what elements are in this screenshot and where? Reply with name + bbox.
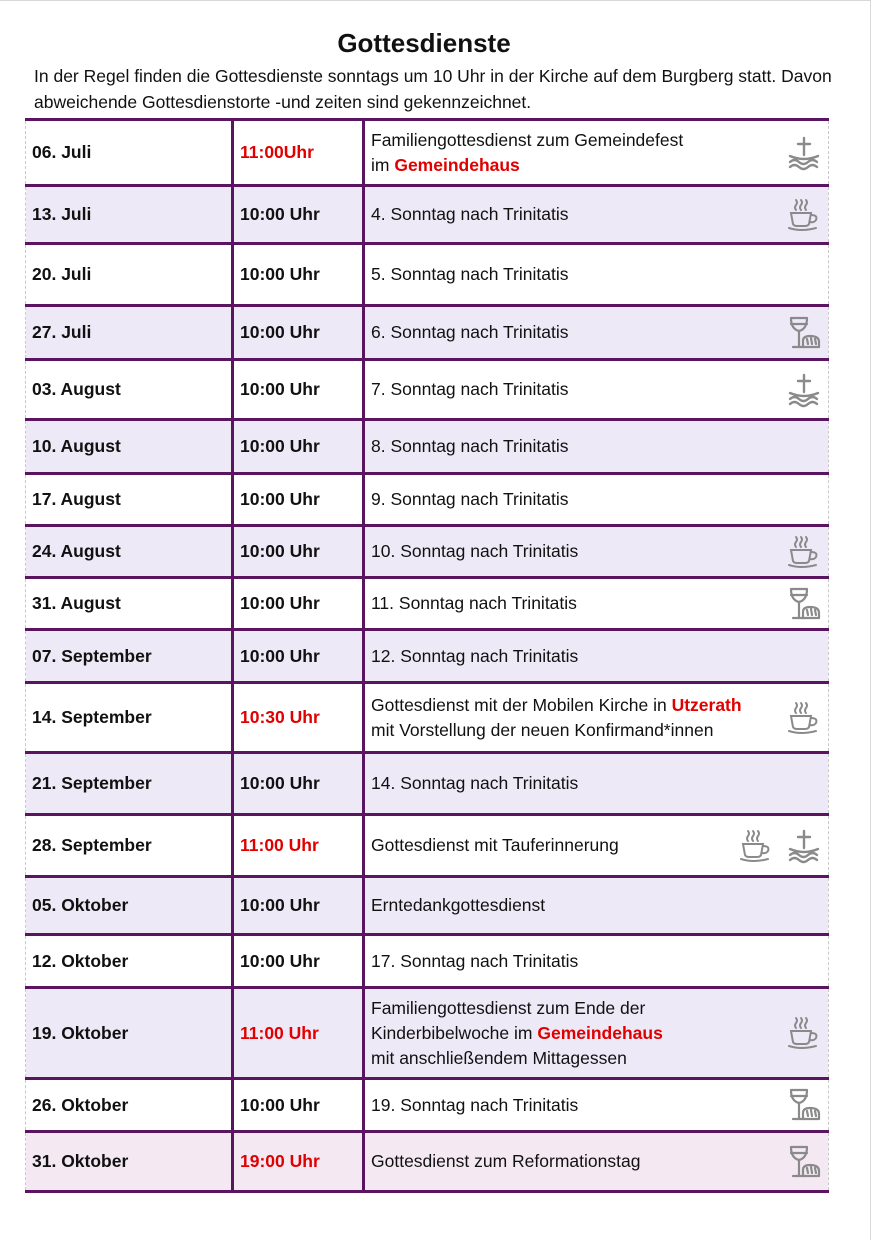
service-description: [364, 526, 829, 578]
coffee-icon: [786, 1015, 822, 1051]
service-row: [26, 1132, 829, 1192]
service-icons: [786, 700, 822, 736]
communion-icon: [786, 1144, 822, 1180]
service-row: [26, 526, 829, 578]
service-time: 10:00 Uhr: [233, 1079, 364, 1132]
service-row: [26, 630, 829, 683]
coffee-icon: [786, 700, 822, 736]
service-description: [364, 935, 829, 988]
service-icons: [786, 1015, 822, 1051]
service-row: [26, 1079, 829, 1132]
baptism-icon: [786, 828, 822, 864]
service-icons: [786, 534, 822, 570]
service-description: [364, 877, 829, 935]
service-date: 19. Oktober: [26, 988, 233, 1079]
service-time: 10:00 Uhr: [233, 753, 364, 815]
communion-icon: [786, 1087, 822, 1123]
service-date: 28. September: [26, 815, 233, 877]
service-icons: [786, 197, 822, 233]
coffee-icon: [738, 828, 774, 864]
service-icons: [786, 586, 822, 622]
service-time: 10:00 Uhr: [233, 877, 364, 935]
service-description: [364, 1132, 829, 1192]
service-icons: [786, 315, 822, 351]
service-row: [26, 244, 829, 306]
page-edge: [0, 0, 870, 1]
coffee-icon: [786, 197, 822, 233]
service-description: [364, 578, 829, 630]
description-text: 4. Sonntag nach Trinitatis: [371, 204, 569, 224]
service-row: [26, 474, 829, 526]
service-date: 06. Juli: [26, 120, 233, 186]
coffee-icon: [786, 534, 822, 570]
service-time: 10:00 Uhr: [233, 474, 364, 526]
page-edge: [870, 0, 871, 1240]
description-text: Gottesdienst zum Reformationstag: [371, 1151, 641, 1171]
service-date: 20. Juli: [26, 244, 233, 306]
service-row: [26, 988, 829, 1079]
service-date: 31. August: [26, 578, 233, 630]
schedule-body: [26, 120, 829, 1192]
communion-icon: [786, 315, 822, 351]
service-icons: [786, 135, 822, 171]
intro-text: In der Regel finden die Gottesdienste sonntags um 10 Uhr in der Kirche auf dem Burgberg statt. Davon abweichende Gottesdienstorte -und zeiten sind gekennzeichnet.: [34, 66, 832, 112]
description-text: Gottesdienst mit Tauferinnerung: [371, 835, 619, 855]
service-description: [364, 630, 829, 683]
service-row: [26, 683, 829, 753]
service-description: [364, 186, 829, 244]
description-text: Familiengottesdienst zum Ende der: [371, 997, 646, 1018]
service-row: [26, 578, 829, 630]
service-time: 10:00 Uhr: [233, 630, 364, 683]
service-icons: [786, 1087, 822, 1123]
description-text: 19. Sonntag nach Trinitatis: [371, 1094, 579, 1115]
service-time: 11:00Uhr: [233, 120, 364, 186]
service-time: 19:00 Uhr: [233, 1132, 364, 1192]
service-date: 12. Oktober: [26, 935, 233, 988]
service-icons: [738, 828, 822, 864]
service-row: [26, 186, 829, 244]
description-text: 14. Sonntag nach Trinitatis: [371, 773, 579, 793]
description-text: Kinderbibelwoche im: [371, 1022, 538, 1043]
description-text: Familiengottesdienst zum Gemeindefest: [371, 129, 684, 150]
service-description: [364, 306, 829, 360]
service-time: 10:00 Uhr: [233, 360, 364, 420]
description-text: Erntedankgottesdienst: [371, 895, 546, 915]
service-description: [364, 753, 829, 815]
service-time: 10:00 Uhr: [233, 935, 364, 988]
description-text: 9. Sonntag nach Trinitatis: [371, 489, 569, 509]
service-date: 03. August: [26, 360, 233, 420]
service-time: 10:00 Uhr: [233, 578, 364, 630]
baptism-icon: [786, 135, 822, 171]
service-date: 24. August: [26, 526, 233, 578]
service-description: [364, 988, 829, 1079]
service-row: [26, 935, 829, 988]
description-text: 12. Sonntag nach Trinitatis: [371, 645, 579, 666]
page-title: Gottesdienste: [337, 28, 511, 58]
service-icons: [786, 372, 822, 408]
service-row: [26, 360, 829, 420]
service-time: 10:30 Uhr: [233, 683, 364, 753]
service-row: [26, 753, 829, 815]
service-time: 10:00 Uhr: [233, 244, 364, 306]
location-highlight: Gemeindehaus: [394, 154, 520, 175]
service-time: 10:00 Uhr: [233, 306, 364, 360]
service-date: 17. August: [26, 474, 233, 526]
communion-icon: [786, 586, 822, 622]
service-time: 11:00 Uhr: [233, 988, 364, 1079]
service-time: 10:00 Uhr: [233, 186, 364, 244]
description-text: 5. Sonntag nach Trinitatis: [371, 264, 569, 284]
description-text: 10. Sonntag nach Trinitatis: [371, 541, 579, 561]
description-text: im: [371, 154, 395, 175]
location-highlight: Utzerath: [671, 694, 742, 715]
service-description: [364, 244, 829, 306]
service-description: [364, 815, 829, 877]
service-date: 10. August: [26, 420, 233, 474]
service-description: [364, 1079, 829, 1132]
service-row: [26, 120, 829, 186]
service-description: [364, 474, 829, 526]
service-date: 26. Oktober: [26, 1079, 233, 1132]
service-time: 11:00 Uhr: [233, 815, 364, 877]
service-description: [364, 420, 829, 474]
service-row: [26, 877, 829, 935]
baptism-icon: [786, 372, 822, 408]
service-row: [26, 306, 829, 360]
service-row: [26, 420, 829, 474]
description-text: 11. Sonntag nach Trinitatis: [371, 593, 577, 613]
service-date: 14. September: [26, 683, 233, 753]
description-text: mit Vorstellung der neuen Konfirmand*innen: [371, 719, 714, 740]
service-time: 10:00 Uhr: [233, 420, 364, 474]
service-icons: [786, 1144, 822, 1180]
description-text: Gottesdienst mit der Mobilen Kirche in: [371, 694, 672, 715]
service-description: [364, 683, 829, 753]
service-date: 13. Juli: [26, 186, 233, 244]
description-text: 17. Sonntag nach Trinitatis: [371, 950, 579, 971]
service-date: 07. September: [26, 630, 233, 683]
description-text: 7. Sonntag nach Trinitatis: [371, 379, 569, 399]
service-description: [364, 360, 829, 420]
service-date: 05. Oktober: [26, 877, 233, 935]
service-date: 21. September: [26, 753, 233, 815]
service-row: [26, 815, 829, 877]
service-date: 27. Juli: [26, 306, 233, 360]
description-text: 6. Sonntag nach Trinitatis: [371, 322, 569, 342]
service-date: 31. Oktober: [26, 1132, 233, 1192]
description-text: mit anschließendem Mittagessen: [371, 1047, 627, 1068]
location-highlight: Gemeindehaus: [537, 1022, 663, 1043]
service-schedule-table: [25, 118, 829, 1193]
service-description: [364, 120, 829, 186]
service-time: 10:00 Uhr: [233, 526, 364, 578]
description-text: 8. Sonntag nach Trinitatis: [371, 436, 569, 456]
